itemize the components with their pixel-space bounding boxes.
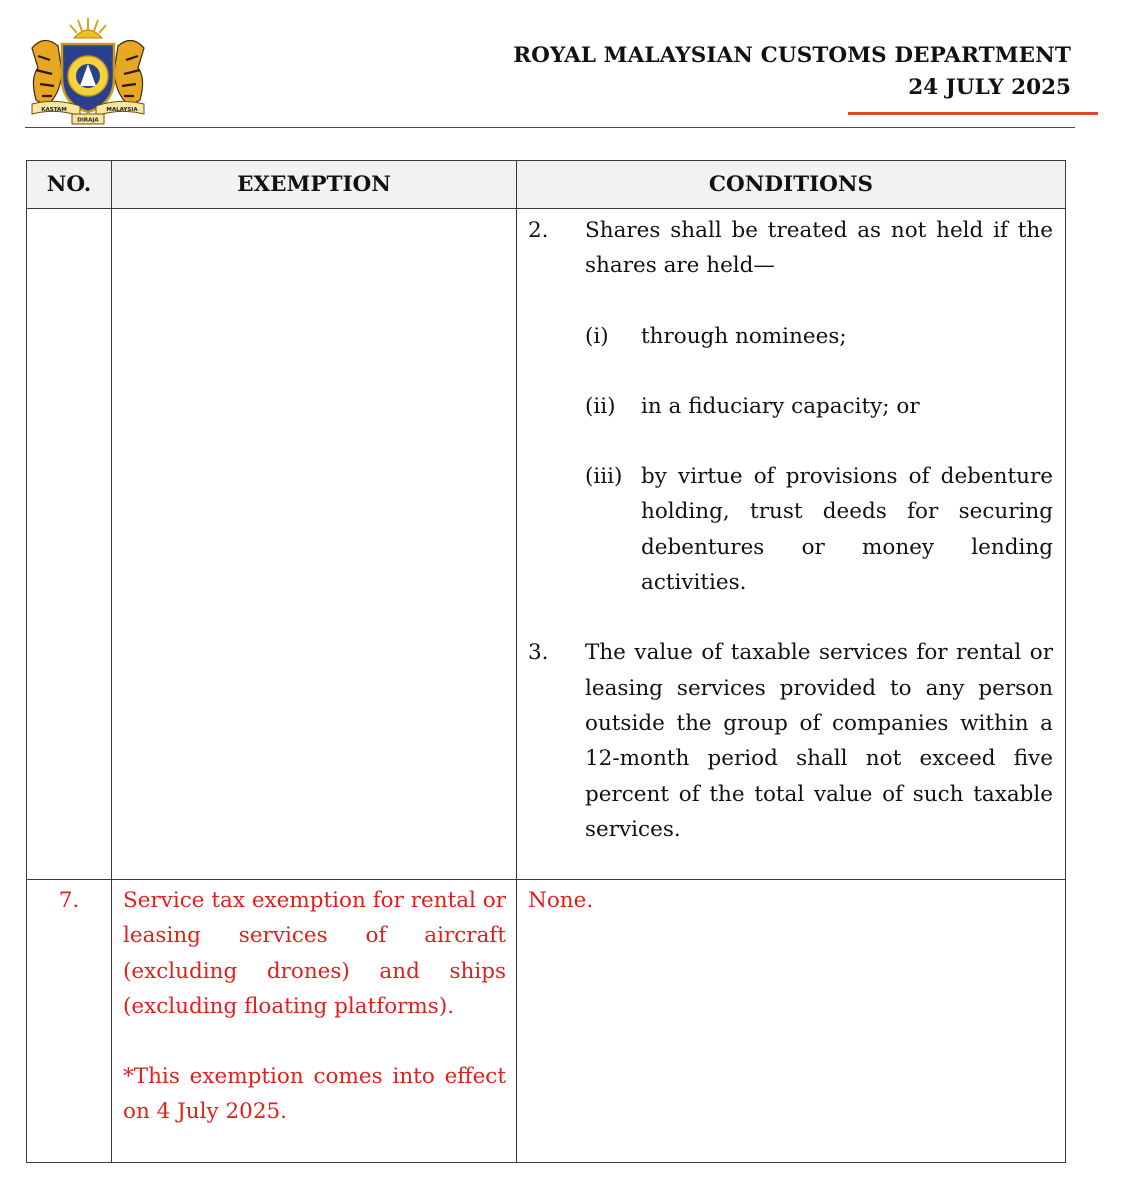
exemption-effective-note: *This exemption comes into effect on 4 July 2025.: [123, 1064, 506, 1125]
item-number-cell: 7.: [27, 880, 112, 1163]
document-date: 24 JULY 2025: [908, 75, 1071, 100]
item-conditions-cell: None.: [517, 880, 1066, 1163]
table-row: [27, 880, 1066, 1163]
sub-condition-number: (ii): [585, 393, 616, 419]
condition-number: 2.: [528, 218, 549, 243]
continuation-conditions-cell: [517, 209, 1066, 880]
table-header-row: [27, 161, 1066, 209]
sub-condition-number: (i): [585, 323, 609, 349]
sub-condition-item: [585, 459, 1053, 600]
sub-condition-text: through nominees;: [641, 323, 847, 349]
svg-text:MALAYSIA: MALAYSIA: [106, 107, 138, 113]
customs-crest-logo: [24, 16, 152, 126]
svg-text:KASTAM: KASTAM: [41, 107, 67, 113]
column-header-exemption: EXEMPTION: [112, 161, 517, 209]
condition-item: [528, 635, 1053, 847]
customs-crest-icon: [24, 16, 152, 126]
condition-item: [528, 213, 1053, 600]
sub-condition-item: [585, 389, 1053, 424]
condition-text: Shares shall be treated as not held if the shares are held—: [585, 218, 1053, 279]
continuation-exemption-cell: [112, 209, 517, 880]
continuation-no-cell: [27, 209, 112, 880]
header-accent-line: [848, 112, 1098, 115]
sub-condition-text: by virtue of provisions of debenture holding, trust deeds for securing debentures or money lending activities.: [641, 464, 1053, 596]
table-row: [27, 209, 1066, 880]
item-exemption-cell: [112, 880, 517, 1163]
sub-condition-item: [585, 319, 1053, 354]
sub-condition-text: in a fiduciary capacity; or: [641, 393, 920, 419]
sub-condition-number: (iii): [585, 464, 623, 490]
header-divider: [25, 127, 1075, 128]
exemption-description: Service tax exemption for rental or leasing services of aircraft (excluding drones) and ships (excluding floating platforms).: [123, 888, 506, 1019]
svg-text:DIRAJA: DIRAJA: [77, 117, 99, 124]
condition-number: 3.: [528, 640, 549, 666]
column-header-conditions: CONDITIONS: [517, 161, 1066, 209]
department-name: ROYAL MALAYSIAN CUSTOMS DEPARTMENT: [513, 43, 1071, 68]
exemptions-table: [26, 160, 1066, 1163]
column-header-no: NO.: [27, 161, 112, 209]
condition-text: The value of taxable services for rental or leasing services provided to any person outside the group of companies within a 12-month period shall not exceed five percent of the total value of such taxable services.: [585, 640, 1053, 842]
